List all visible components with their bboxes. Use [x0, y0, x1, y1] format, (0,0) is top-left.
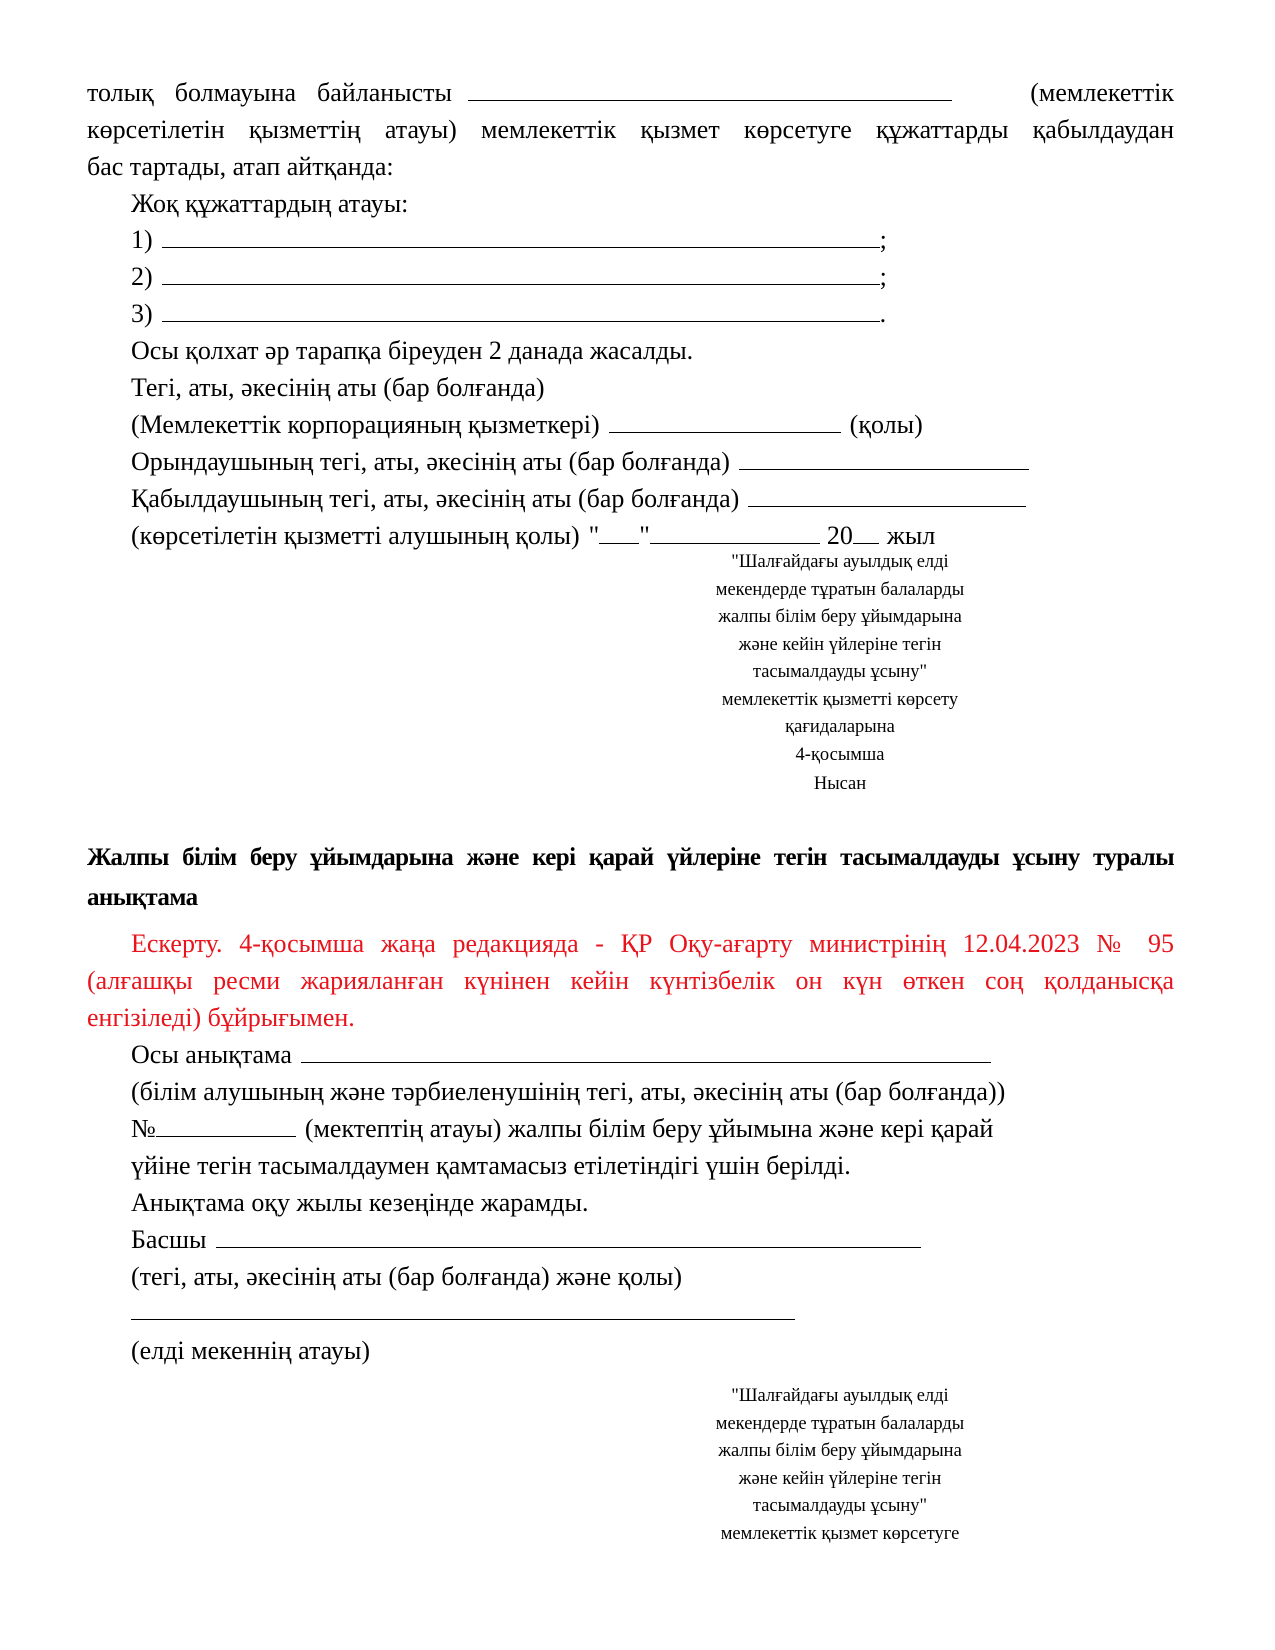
receiver-name-field[interactable] [748, 482, 1026, 507]
student-name-field[interactable] [301, 1038, 991, 1063]
missing-doc-end: ; [879, 262, 887, 291]
amendment-note-line-3: енгізіледі) бұйрығымен. [87, 1003, 355, 1032]
employee-label: (Мемлекеттік корпорацияның қызметкері) [131, 410, 600, 439]
missing-doc-field[interactable] [162, 297, 880, 322]
employee-signature-field[interactable] [609, 408, 841, 433]
school-number-field[interactable] [156, 1112, 296, 1137]
month-field[interactable] [650, 519, 820, 544]
stamp-line: қағидаларына [785, 717, 895, 737]
school-row [131, 1110, 993, 1148]
intro-line-1 [87, 74, 1174, 112]
locality-row [131, 1295, 795, 1316]
number-sign: № [131, 1114, 156, 1143]
school-line-text: (мектептің атауы) жалпы білім беру ұйымына және кері қарай [304, 1114, 994, 1143]
missing-doc-number: 2) [131, 262, 153, 291]
missing-doc-end: ; [879, 225, 887, 254]
missing-doc-number: 1) [131, 225, 153, 254]
stamp-line: "Шалғайдағы ауылдық елді [731, 1386, 949, 1406]
stamp-line: тасымалдауды ұсыну" [752, 662, 928, 682]
certificate-title-line-1: Жалпы білім беру ұйымдарына және кері қарай үйлеріне тегін тасымалдауды ұсыну туралы [87, 844, 1174, 871]
quote-open: " [588, 521, 600, 550]
stamp-line: жалпы білім беру ұйымдарына [718, 607, 962, 627]
copies-statement: Осы қолхат әр тарапқа біреуден 2 данада жасалды. [131, 336, 694, 365]
this-certificate-label: Осы анықтама [131, 1040, 292, 1069]
stamp-line: және кейін үйлеріне тегін [738, 1468, 942, 1489]
missing-doc-row [131, 258, 887, 296]
locality-caption: (елді мекеннің атауы) [131, 1336, 371, 1365]
day-field[interactable] [599, 519, 639, 544]
executor-name-field[interactable] [739, 445, 1029, 470]
stamp-line: 4-қосымша [795, 744, 885, 765]
head-label: Басшы [131, 1225, 207, 1254]
employee-signature-suffix: (қолы) [849, 410, 923, 439]
stamp-line: мемлекеттік қызмет көрсетуге [720, 1523, 960, 1544]
stamp-line: жалпы білім беру ұйымдарына [718, 1441, 962, 1461]
amendment-note-line-2: (алғашқы ресми жарияланған күнінен кейін күнтізбелік он күн өткен соң қолданысқа [87, 966, 1174, 995]
certificate-title-line-2: анықтама [87, 884, 198, 911]
missing-doc-number: 3) [131, 299, 153, 328]
stamp-line: мекендерде тұратын балаларды [715, 579, 965, 600]
receiver-row [131, 480, 1026, 518]
head-caption: (тегі, аты, әкесінің аты (бар болғанда) және қолы) [131, 1262, 683, 1291]
quote-close: " [639, 521, 650, 550]
missing-doc-row [131, 221, 887, 259]
appendix-stamp [690, 1383, 990, 1548]
stamp-line: мекендерде тұратын балаларды [715, 1413, 965, 1434]
recipient-signature-label: (көрсетілетін қызметті алушының қолы) [131, 521, 580, 550]
appendix-stamp [690, 549, 990, 799]
service-name-field[interactable] [468, 76, 952, 101]
student-name-caption: (білім алушының және тәрбиеленушінің тегі, аты, әкесінің аты (бар болғанда)) [131, 1077, 1006, 1106]
amendment-note-line-1: Ескерту. 4-қосымша жаңа редакцияда - ҚР Оқу-ағарту министрінің 12.04.2023 № 95 [131, 929, 1174, 958]
certificate-title [87, 838, 1174, 918]
stamp-line: "Шалғайдағы ауылдық елді [731, 552, 949, 572]
stamp-line: және кейін үйлеріне тегін [738, 634, 942, 655]
employee-row [131, 406, 923, 444]
missing-doc-field[interactable] [162, 260, 880, 285]
stamp-line: мемлекеттік қызметті көрсету [721, 689, 959, 710]
head-row [131, 1221, 921, 1259]
purpose-line: үйіне тегін тасымалдаумен қамтамасыз етілетіндігі үшін берілді. [131, 1151, 851, 1180]
executor-label: Орындаушының тегі, аты, әкесінің аты (бар болғанда) [131, 447, 730, 476]
receiver-label: Қабылдаушының тегі, аты, әкесінің аты (бар болғанда) [131, 484, 740, 513]
locality-field[interactable] [131, 1295, 795, 1320]
head-signature-field[interactable] [216, 1223, 921, 1248]
student-name-row [131, 1036, 991, 1074]
stamp-line: тасымалдауды ұсыну" [752, 1496, 928, 1516]
validity-line: Анықтама оқу жылы кезеңінде жарамды. [131, 1188, 589, 1217]
missing-doc-end: . [879, 299, 887, 328]
missing-doc-row [131, 295, 886, 333]
year-prefix: 20 [826, 521, 853, 550]
intro-line-2: көрсетілетін қызметтің атауы) мемлекеттік қызмет көрсетуге құжаттарды қабылдаудан [87, 115, 1174, 144]
missing-doc-field[interactable] [162, 223, 880, 248]
year-word: жыл [886, 521, 936, 550]
name-label: Тегі, аты, әкесінің аты (бар болғанда) [131, 373, 545, 402]
intro-line-1-text: толық болмауына байланысты [87, 78, 452, 107]
form-label: Нысан [813, 774, 867, 794]
intro-line-1-suffix: (мемлекеттік [1030, 78, 1174, 107]
intro-line-3: бас тартады, атап айтқанда: [87, 152, 394, 181]
missing-docs-label: Жоқ құжаттардың атауы: [131, 189, 409, 218]
year-field[interactable] [853, 519, 879, 544]
executor-row [131, 443, 1029, 481]
